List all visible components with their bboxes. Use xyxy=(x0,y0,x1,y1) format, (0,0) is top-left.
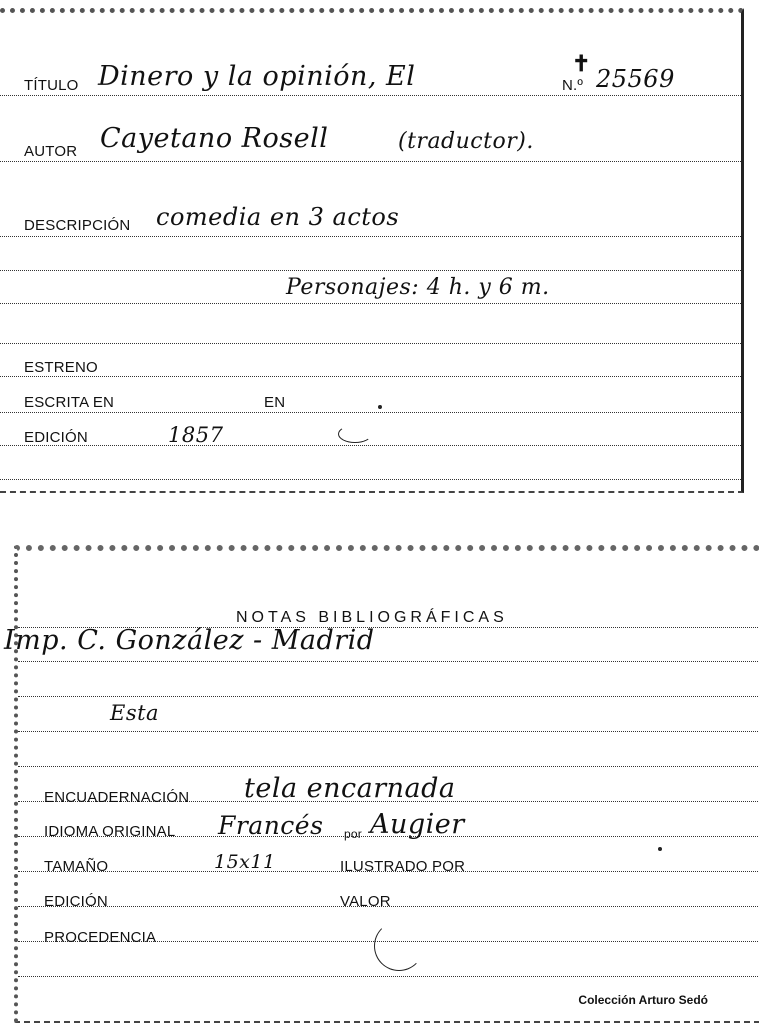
rule-line xyxy=(0,343,741,344)
rule-line xyxy=(0,236,741,237)
descripcion-label: DESCRIPCIÓN xyxy=(24,217,131,234)
titulo-label: TÍTULO xyxy=(24,77,79,94)
nota-imprenta: Imp. C. González - Madrid xyxy=(4,625,375,656)
catalog-card-back xyxy=(4,545,759,1023)
rule-line xyxy=(18,661,759,662)
rule-line xyxy=(18,976,759,977)
edicion-value: 1857 xyxy=(168,423,224,447)
rule-line xyxy=(0,412,741,413)
pencil-stroke-mark xyxy=(338,425,372,443)
coleccion-colophon: Colección Arturo Sedó xyxy=(578,993,708,1007)
nota-2: Esta xyxy=(110,701,160,725)
descripcion-value-2: Personajes: 4 h. y 6 m. xyxy=(286,275,550,300)
titulo-value: Dinero y la opinión, El xyxy=(98,61,416,92)
notas-bibliograficas-heading: NOTAS BIBLIOGRÁFICAS xyxy=(236,609,508,626)
escrita-label: ESCRITA EN xyxy=(24,394,115,411)
encuadernacion-value: tela encarnada xyxy=(244,773,456,804)
encuadernacion-label: ENCUADERNACIÓN xyxy=(44,789,190,806)
rule-line xyxy=(0,445,741,446)
en-label: EN xyxy=(264,394,286,411)
autor-role: (traductor). xyxy=(398,129,534,154)
por-value: Augier xyxy=(370,809,465,840)
ink-dot xyxy=(378,405,382,409)
rule-line xyxy=(0,303,741,304)
ink-dot xyxy=(658,847,662,851)
tamano-value: 15x11 xyxy=(214,851,276,873)
edicion-label: EDICIÓN xyxy=(24,429,88,446)
rule-line xyxy=(18,766,759,767)
descripcion-value: comedia en 3 actos xyxy=(156,203,400,231)
autor-value: Cayetano Rosell xyxy=(100,123,329,154)
rule-line xyxy=(0,376,741,377)
numero-value: 25569 xyxy=(596,65,675,93)
idioma-value: Francés xyxy=(218,811,324,840)
idioma-label: IDIOMA ORIGINAL xyxy=(44,823,176,840)
rule-line xyxy=(0,270,741,271)
rule-line xyxy=(0,161,741,162)
procedencia-label: PROCEDENCIA xyxy=(44,929,157,946)
edicion-label-2: EDICIÓN xyxy=(44,893,108,910)
catalog-card-front xyxy=(0,8,744,493)
rule-line xyxy=(18,731,759,732)
valor-label: VALOR xyxy=(340,893,391,910)
tamano-label: TAMAÑO xyxy=(44,858,109,875)
rule-line xyxy=(18,696,759,697)
autor-label: AUTOR xyxy=(24,143,78,160)
rule-line xyxy=(0,95,741,96)
por-label: por xyxy=(344,827,362,841)
numero-label: N.º xyxy=(562,77,584,94)
pencil-circle-mark xyxy=(374,921,424,971)
rule-line xyxy=(0,479,741,480)
cross-mark-icon: ✝ xyxy=(572,51,591,76)
ilustrado-label: ILUSTRADO POR xyxy=(340,858,466,875)
estreno-label: ESTRENO xyxy=(24,359,98,376)
